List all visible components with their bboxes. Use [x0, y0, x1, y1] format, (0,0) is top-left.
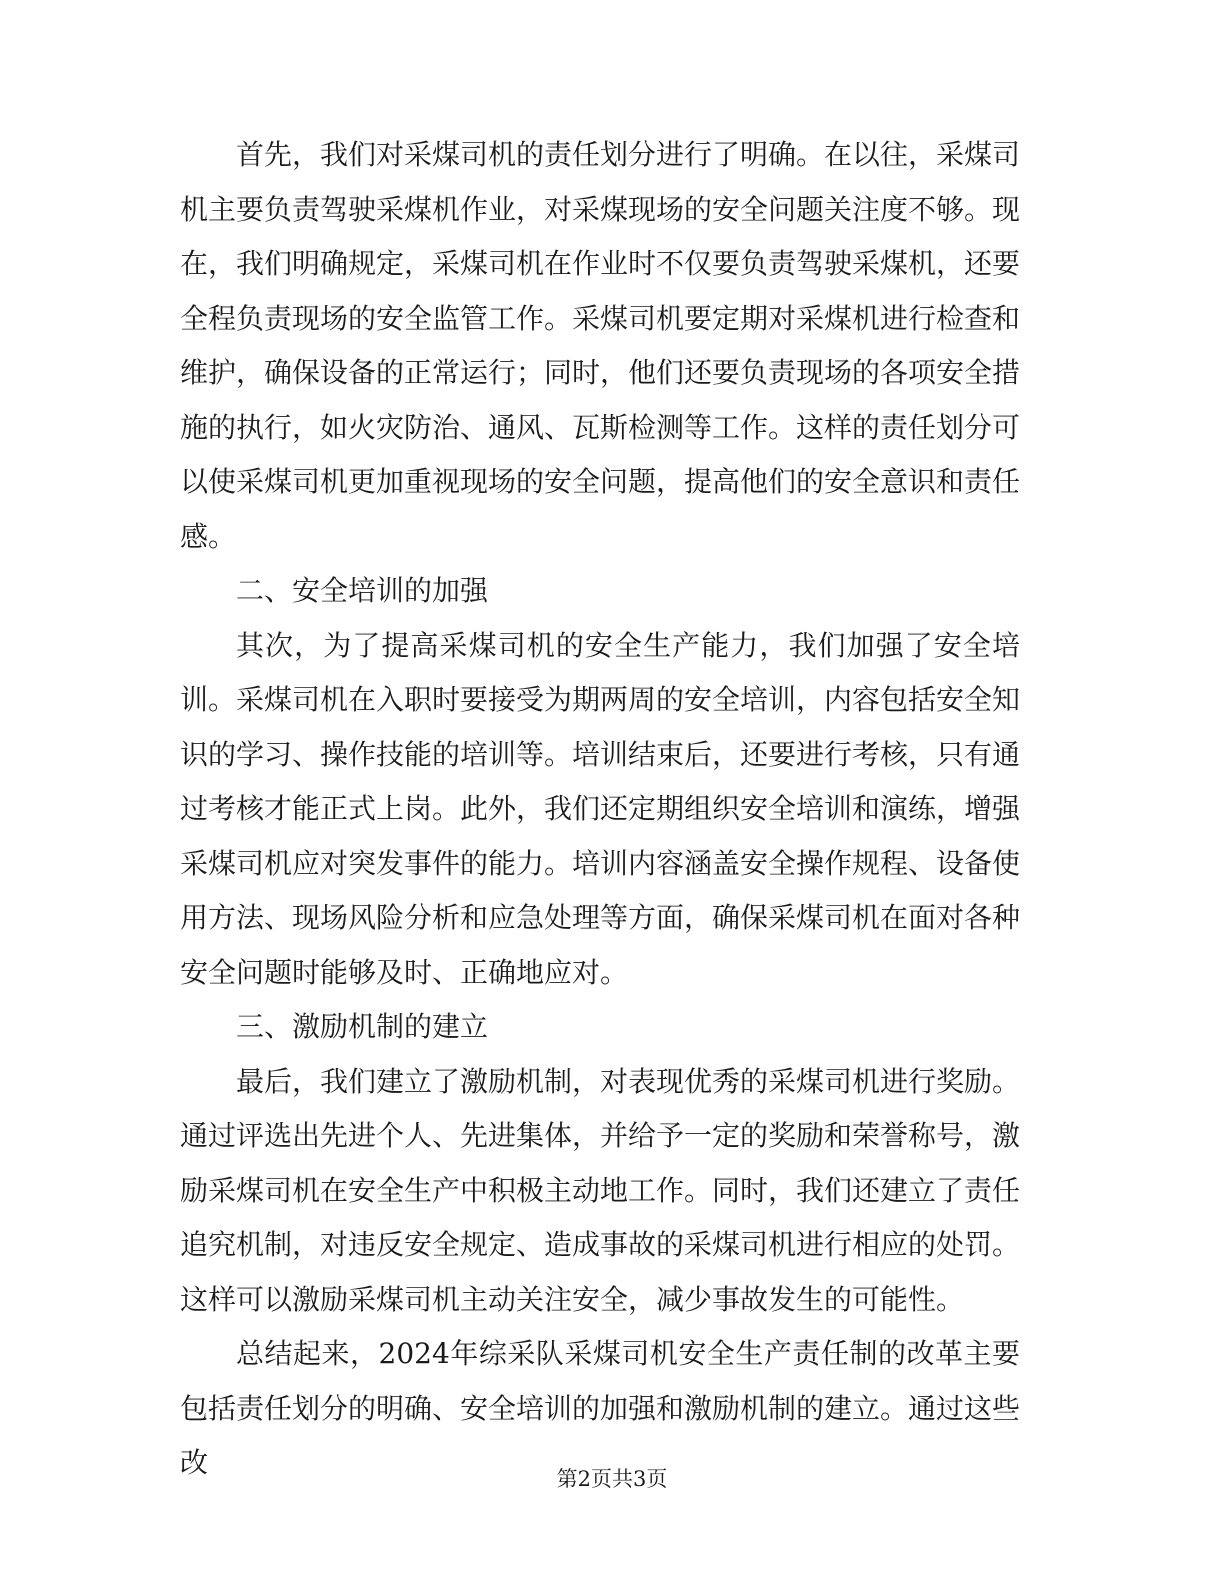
paragraph-training: 其次，为了提高采煤司机的安全生产能力，我们加强了安全培训。采煤司机在入职时要接受为期两周的安全培训，内容包括安全知识的学习、操作技能的培训等。培训结束后，还要进行考核，只有通过考核才能正式上岗。此外，我们还定期组织安全培训和演练，增强采煤司机应对突发事件的能力。培训内容涵盖安全操作规程、设备使用方法、现场风险分析和应急处理等方面，确保采煤司机在面对各种安全问题时能够及时、正确地应对。 — [180, 628, 1021, 989]
page-number-footer: 第2页共3页 — [556, 1467, 668, 1491]
paragraph-incentive: 最后，我们建立了激励机制，对表现优秀的采煤司机进行奖励。通过评选出先进个人、先进集体，并给予一定的奖励和荣誉称号，激励采煤司机在安全生产中积极主动地工作。同时，我们还建立了责任追究机制，对违反安全规定、造成事故的采煤司机进行相应的处罚。这样可以激励采煤司机主动关注安全，减少事故发生的可能性。 — [180, 1064, 1021, 1316]
section-heading-training: 二、安全培训的加强 — [236, 574, 489, 607]
paragraph-summary: 总结起来，2024年综采队采煤司机安全生产责任制的改革主要包括责任划分的明确、安全培训的加强和激励机制的建立。通过这些改 — [180, 1337, 1021, 1479]
paragraph-responsibility: 首先，我们对采煤司机的责任划分进行了明确。在以往，采煤司机主要负责驾驶采煤机作业，对采煤现场的安全问题关注度不够。现在，我们明确规定，采煤司机在作业时不仅要负责驾驶采煤机，还要全程负责现场的安全监管工作。采煤司机要定期对采煤机进行检查和维护，确保设备的正常运行；同时，他们还要负责现场的各项安全措施的执行，如火灾防治、通风、瓦斯检测等工作。这样的责任划分可以使采煤司机更加重视现场的安全问题，提高他们的安全意识和责任感。 — [180, 138, 1021, 553]
section-heading-incentive: 三、激励机制的建立 — [236, 1010, 489, 1043]
document-body — [180, 128, 1020, 1491]
